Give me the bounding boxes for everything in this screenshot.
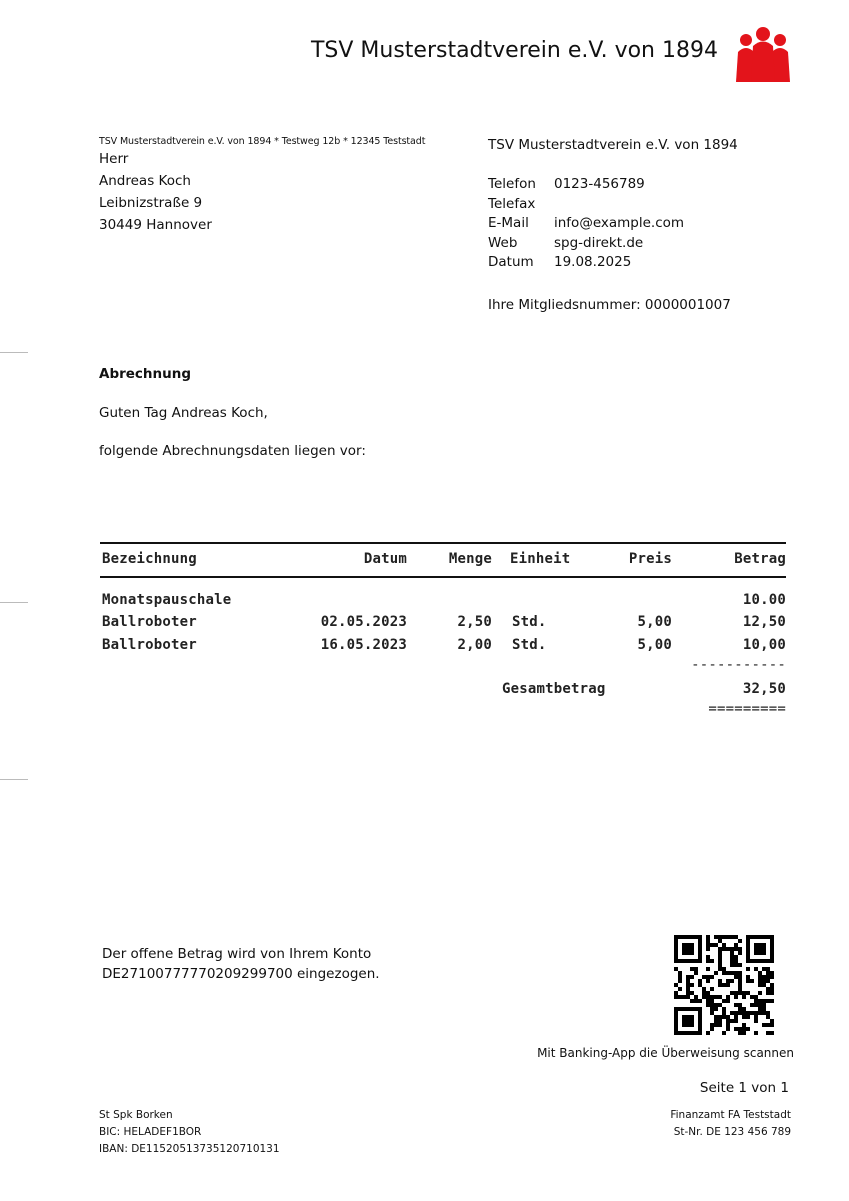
table-cell-menge: 2,50	[457, 614, 492, 630]
contact-row-datum	[488, 254, 684, 274]
table-header-rule	[100, 576, 786, 578]
total-underline: =========	[708, 701, 786, 717]
debit-notice	[102, 944, 380, 984]
contact-label: Web	[488, 234, 518, 251]
table-cell-einheit: Std.	[512, 614, 547, 630]
fold-mark	[0, 352, 28, 353]
contact-value: 0123-456789	[554, 176, 645, 192]
table-cell-betrag: 10,00	[742, 637, 786, 653]
table-top-rule	[100, 542, 786, 544]
table-cell-datum: 02.05.2023	[320, 614, 407, 630]
contact-info	[488, 176, 684, 274]
contact-row-telefax	[488, 196, 684, 216]
debit-notice-line2: DE27100777770209299700 eingezogen.	[102, 966, 380, 982]
table-cell-preis: 5,00	[637, 637, 672, 653]
page-number: Seite 1 von 1	[699, 1080, 789, 1096]
table-cell-bezeichnung: Ballroboter	[102, 614, 197, 630]
footer-bank-name: St Spk Borken	[99, 1109, 173, 1121]
footer-tax	[560, 1107, 791, 1141]
table-cell-preis: 5,00	[637, 614, 672, 630]
sender-line: TSV Musterstadtverein e.V. von 1894 * Testweg 12b * 12345 Teststadt	[99, 136, 426, 147]
sum-separator: -----------	[691, 657, 786, 673]
col-header-preis: Preis	[628, 551, 672, 567]
table-cell-datum: 16.05.2023	[320, 637, 407, 653]
letter-subject: Abrechnung	[99, 366, 192, 382]
total-value: 32,50	[742, 681, 786, 697]
contact-value: info@example.com	[554, 215, 685, 231]
contact-label: Datum	[488, 254, 534, 270]
contact-label: Telefon	[488, 176, 536, 192]
col-header-einheit: Einheit	[510, 551, 571, 567]
col-header-datum: Datum	[363, 551, 407, 567]
recipient-salutation: Herr	[99, 151, 129, 167]
club-name: TSV Musterstadtverein e.V. von 1894	[488, 137, 738, 153]
qr-caption: Mit Banking-App die Überweisung scannen	[537, 1046, 794, 1060]
letter-intro: folgende Abrechnungsdaten liegen vor:	[99, 443, 366, 459]
member-number: Ihre Mitgliedsnummer: 0000001007	[488, 297, 731, 313]
col-header-menge: Menge	[448, 551, 492, 567]
table-cell-betrag: 12,50	[742, 614, 786, 630]
debit-notice-line1: Der offene Betrag wird von Ihrem Konto	[102, 946, 372, 962]
contact-row-telefon	[488, 176, 684, 196]
letterhead-title: TSV Musterstadtverein e.V. von 1894	[310, 38, 718, 63]
contact-label: Telefax	[488, 195, 536, 212]
col-header-betrag: Betrag	[734, 551, 786, 567]
recipient-city: 30449 Hannover	[99, 217, 212, 233]
contact-row-web	[488, 235, 684, 255]
footer-tax-office: Finanzamt FA Teststadt	[670, 1109, 791, 1121]
col-header-bezeichnung: Bezeichnung	[102, 551, 197, 567]
contact-row-email	[488, 215, 684, 235]
footer-bank	[99, 1107, 280, 1158]
table-cell-bezeichnung: Ballroboter	[102, 637, 197, 653]
footer-iban: IBAN: DE11520513735120710131	[99, 1143, 280, 1155]
table-cell-betrag: 10.00	[742, 592, 786, 608]
table-cell-menge: 2,00	[457, 637, 492, 653]
contact-value: 19.08.2025	[554, 254, 632, 270]
contact-label: E-Mail	[488, 215, 529, 231]
fold-mark	[0, 602, 28, 603]
contact-value: spg-direkt.de	[554, 234, 644, 251]
letter-greeting: Guten Tag Andreas Koch,	[99, 405, 268, 421]
table-cell-bezeichnung: Monatspauschale	[102, 592, 232, 608]
total-label: Gesamtbetrag	[502, 681, 606, 697]
recipient-name: Andreas Koch	[99, 173, 191, 189]
club-logo	[732, 26, 794, 84]
payment-qr-code	[674, 935, 774, 1035]
footer-tax-number: St-Nr. DE 123 456 789	[673, 1126, 791, 1138]
table-cell-einheit: Std.	[512, 637, 547, 653]
fold-mark	[0, 779, 28, 780]
recipient-street: Leibnizstraße 9	[99, 195, 203, 211]
footer-bic: BIC: HELADEF1BOR	[99, 1126, 202, 1138]
